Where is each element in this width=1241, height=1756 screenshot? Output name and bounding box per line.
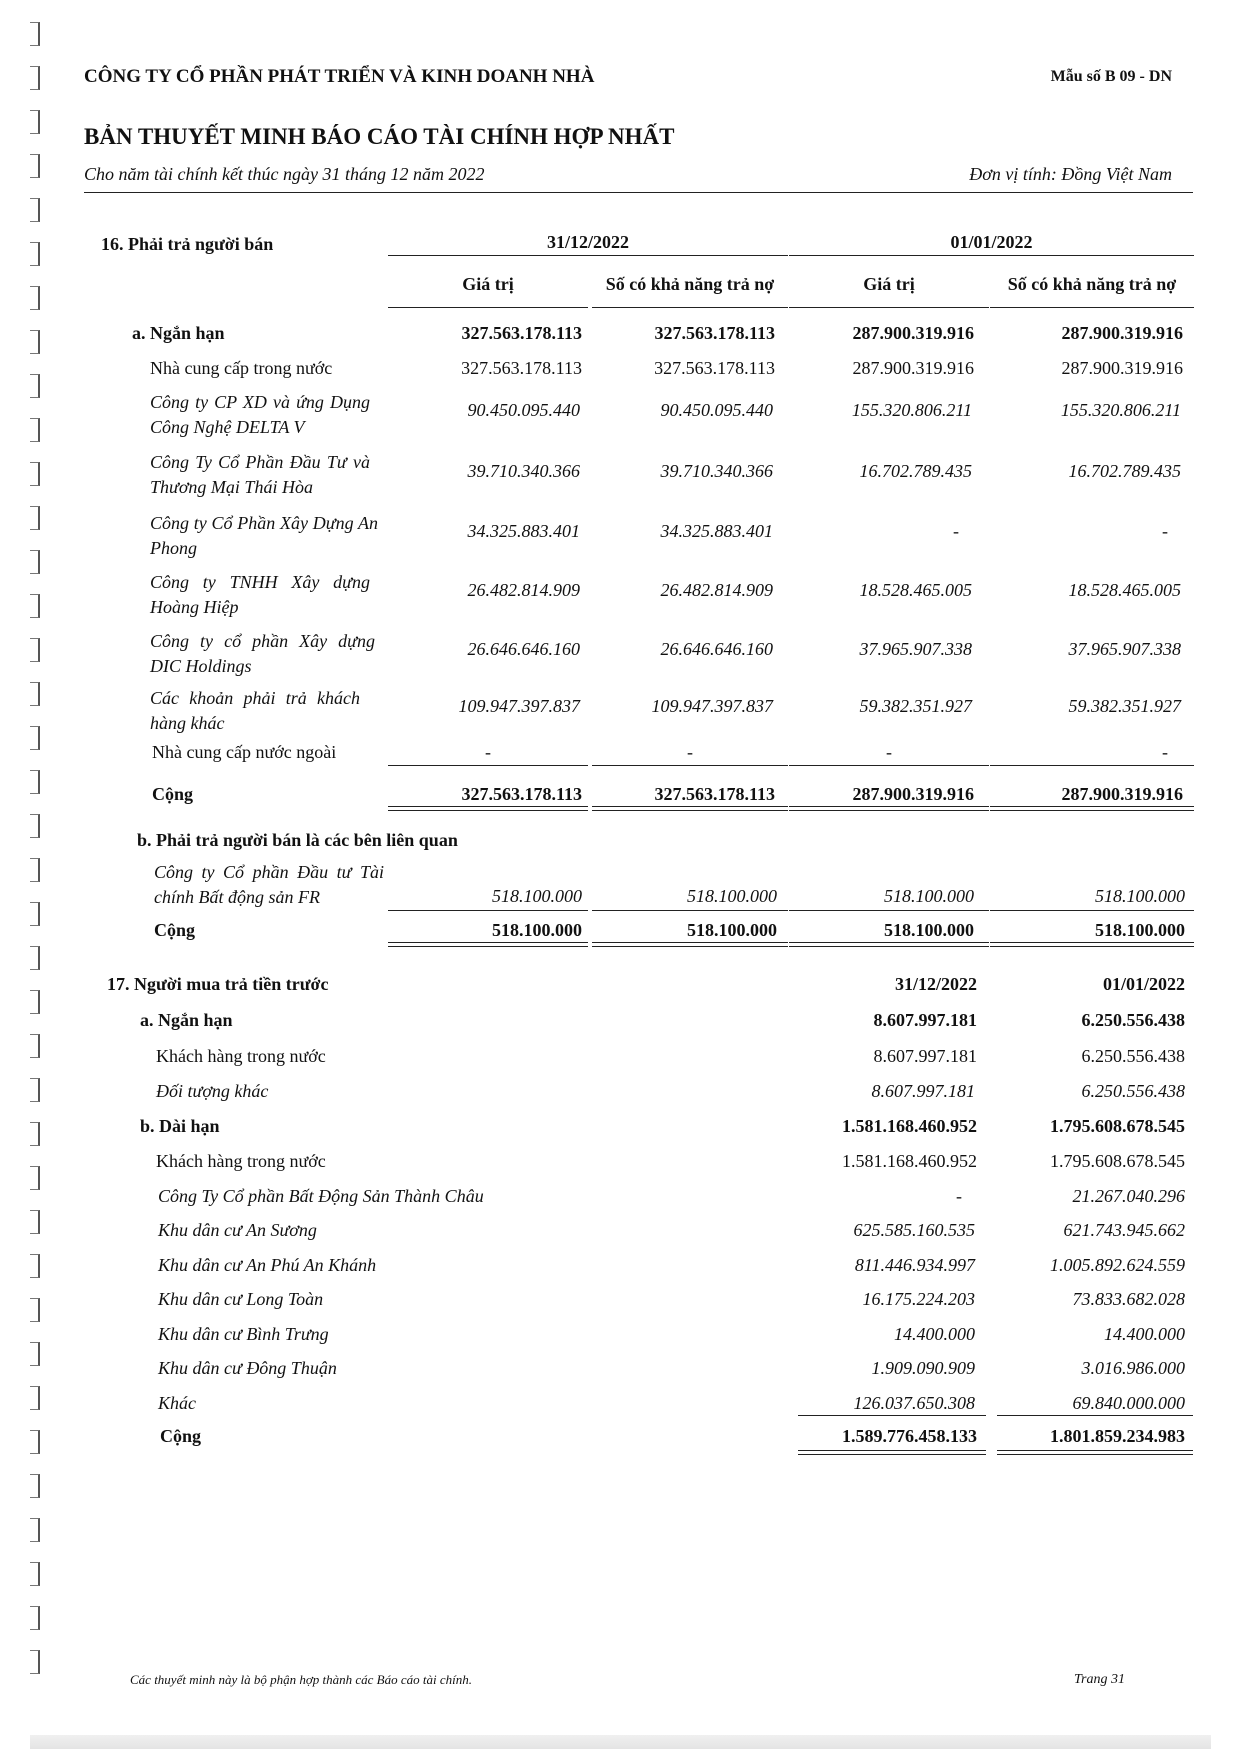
cell-value: 811.446.934.997 xyxy=(854,1255,975,1275)
cell-value: - xyxy=(956,1186,962,1206)
cell-value: - xyxy=(953,521,959,541)
row-label: Công ty cổ phần Xây dựng DIC Holdings xyxy=(150,631,375,676)
cell-value: 287.900.319.916 xyxy=(1061,358,1183,378)
cell-value: 518.100.000 xyxy=(687,886,777,906)
cell-value: 26.646.646.160 xyxy=(660,639,773,659)
row-label: Công ty CP XD và ứng Dụng Công Nghệ DELTA V xyxy=(150,392,370,437)
cell-value: 73.833.682.028 xyxy=(1072,1289,1185,1309)
row-label: Khu dân cư Bình Trưng xyxy=(158,1324,329,1344)
cell-value: 16.702.789.435 xyxy=(859,461,972,481)
cell-value: 34.325.883.401 xyxy=(467,521,580,541)
row-label: a. Ngắn hạn xyxy=(140,1010,233,1030)
cell-value: 26.482.814.909 xyxy=(660,580,773,600)
cell-value: - xyxy=(687,742,693,762)
cell-value: 6.250.556.438 xyxy=(1081,1046,1185,1066)
row-label: Khu dân cư Đông Thuận xyxy=(158,1358,337,1378)
cell-value: 287.900.319.916 xyxy=(1061,784,1183,804)
row-label: Khu dân cư Long Toàn xyxy=(158,1289,324,1309)
row-label: a. Ngắn hạn xyxy=(132,323,225,343)
company-name: CÔNG TY CỔ PHẦN PHÁT TRIỂN VÀ KINH DOANH NHÀ xyxy=(84,66,595,87)
cell-value: 1.005.892.624.559 xyxy=(1050,1255,1185,1275)
cell-value: 34.325.883.401 xyxy=(660,521,773,541)
cell-value: - xyxy=(886,742,892,762)
row-label: Khách hàng trong nước xyxy=(156,1151,326,1171)
row-label: Nhà cung cấp trong nước xyxy=(150,358,333,378)
cell-value: 21.267.040.296 xyxy=(1072,1186,1185,1206)
row-label: Khu dân cư An Sương xyxy=(158,1220,317,1240)
row-label: Đối tượng khác xyxy=(156,1081,269,1101)
cell-value: 327.563.178.113 xyxy=(461,323,582,343)
cell-value: 518.100.000 xyxy=(1095,920,1185,940)
cell-value: 518.100.000 xyxy=(884,886,974,906)
cell-value: 37.965.907.338 xyxy=(859,639,972,659)
row-label: Cộng xyxy=(152,784,194,804)
cell-value: 16.175.224.203 xyxy=(862,1289,975,1309)
cell-value: 39.710.340.366 xyxy=(467,461,580,481)
cell-value: 155.320.806.211 xyxy=(851,400,972,420)
binder-holes xyxy=(30,0,44,1700)
cell-value: 1.795.608.678.545 xyxy=(1050,1116,1185,1136)
row-label: Công ty Cổ phần Đầu tư Tài chính Bất động sản FR xyxy=(154,862,384,907)
cell-value: 6.250.556.438 xyxy=(1081,1010,1185,1030)
col-header-value: Giá trị xyxy=(863,274,915,294)
page-number: Trang 31 xyxy=(1074,1672,1125,1687)
cell-value: 287.900.319.916 xyxy=(852,323,974,343)
cell-value: 3.016.986.000 xyxy=(1081,1358,1185,1378)
cell-value: 90.450.095.440 xyxy=(660,400,773,420)
reporting-period: Cho năm tài chính kết thúc ngày 31 tháng 12 năm 2022 xyxy=(84,164,485,184)
cell-value: 518.100.000 xyxy=(1095,886,1185,906)
cell-value: 14.400.000 xyxy=(1104,1324,1185,1344)
cell-value: 327.563.178.113 xyxy=(654,323,775,343)
currency-unit: Đơn vị tính: Đồng Việt Nam xyxy=(969,164,1172,184)
col-header-payable: Số có khả năng trả nợ xyxy=(605,274,775,294)
cell-value: 1.795.608.678.545 xyxy=(1050,1151,1185,1171)
cell-value: 6.250.556.438 xyxy=(1081,1081,1185,1101)
cell-value: 26.646.646.160 xyxy=(467,639,580,659)
row-label: Khách hàng trong nước xyxy=(156,1046,326,1066)
note-16-period-end: 31/12/2022 xyxy=(546,232,629,252)
cell-value: - xyxy=(485,742,491,762)
note-16-period-start: 01/01/2022 xyxy=(950,232,1033,252)
cell-value: 8.607.997.181 xyxy=(873,1046,977,1066)
note-17-period-start: 01/01/2022 xyxy=(1102,974,1185,994)
cell-value: 155.320.806.211 xyxy=(1060,400,1181,420)
note-16-title: 16. Phải trả người bán xyxy=(101,234,274,254)
cell-value: 1.581.168.460.952 xyxy=(842,1151,977,1171)
cell-value: 625.585.160.535 xyxy=(853,1220,975,1240)
cell-value: 59.382.351.927 xyxy=(1068,696,1181,716)
document-title: BẢN THUYẾT MINH BÁO CÁO TÀI CHÍNH HỢP NHẤT xyxy=(84,124,675,149)
cell-value: 1.801.859.234.983 xyxy=(1050,1426,1185,1446)
row-label: Nhà cung cấp nước ngoài xyxy=(152,742,337,762)
cell-value: 518.100.000 xyxy=(687,920,777,940)
cell-value: 16.702.789.435 xyxy=(1068,461,1181,481)
cell-value: 126.037.650.308 xyxy=(853,1393,975,1413)
cell-value: 287.900.319.916 xyxy=(852,358,974,378)
row-label: b. Dài hạn xyxy=(140,1116,220,1136)
cell-value: 59.382.351.927 xyxy=(859,696,972,716)
cell-value: 109.947.397.837 xyxy=(458,696,580,716)
cell-value: 69.840.000.000 xyxy=(1072,1393,1185,1413)
cell-value: 1.589.776.458.133 xyxy=(842,1426,977,1446)
cell-value: 1.909.090.909 xyxy=(871,1358,975,1378)
row-label: Công ty TNHH Xây dựng Hoàng Hiệp xyxy=(150,572,370,617)
form-number: Mẫu số B 09 - DN xyxy=(1050,68,1172,85)
cell-value: 287.900.319.916 xyxy=(852,784,974,804)
note-17-title: 17. Người mua trả tiền trước xyxy=(107,974,329,994)
cell-value: 109.947.397.837 xyxy=(651,696,773,716)
cell-value: 1.581.168.460.952 xyxy=(842,1116,977,1136)
cell-value: 518.100.000 xyxy=(884,920,974,940)
row-label: Cộng xyxy=(160,1426,202,1446)
cell-value: - xyxy=(1162,742,1168,762)
cell-value: 287.900.319.916 xyxy=(1061,323,1183,343)
cell-value: 327.563.178.113 xyxy=(654,358,775,378)
row-label: Công Ty Cổ phần Bất Động Sản Thành Châu xyxy=(158,1186,484,1206)
cell-value: 518.100.000 xyxy=(492,920,582,940)
row-label: Các khoản phải trả khách hàng khác xyxy=(150,688,360,733)
row-label: Cộng xyxy=(154,920,196,940)
row-label: Công Ty Cổ Phần Đầu Tư và Thương Mại Thái Hòa xyxy=(150,452,370,497)
cell-value: 37.965.907.338 xyxy=(1068,639,1181,659)
row-label: Công ty Cổ Phần Xây Dựng An Phong xyxy=(150,513,378,558)
cell-value: 90.450.095.440 xyxy=(467,400,580,420)
col-header-value: Giá trị xyxy=(462,274,514,294)
page-edge xyxy=(30,1735,1211,1749)
header-rule xyxy=(84,192,1193,193)
cell-value: - xyxy=(1162,521,1168,541)
cell-value: 18.528.465.005 xyxy=(1068,580,1181,600)
cell-value: 8.607.997.181 xyxy=(871,1081,975,1101)
row-label: Khác xyxy=(158,1393,196,1413)
cell-value: 327.563.178.113 xyxy=(654,784,775,804)
footer-note: Các thuyết minh này là bộ phận hợp thành các Báo cáo tài chính. xyxy=(130,1672,472,1687)
row-label: b. Phải trả người bán là các bên liên quan xyxy=(137,830,458,850)
cell-value: 18.528.465.005 xyxy=(859,580,972,600)
cell-value: 14.400.000 xyxy=(894,1324,975,1344)
cell-value: 327.563.178.113 xyxy=(461,358,582,378)
cell-value: 327.563.178.113 xyxy=(461,784,582,804)
note-17-period-end: 31/12/2022 xyxy=(894,974,977,994)
cell-value: 518.100.000 xyxy=(492,886,582,906)
col-header-payable: Số có khả năng trả nợ xyxy=(1007,274,1177,294)
row-label: Khu dân cư An Phú An Khánh xyxy=(158,1255,377,1275)
cell-value: 26.482.814.909 xyxy=(467,580,580,600)
cell-value: 621.743.945.662 xyxy=(1063,1220,1185,1240)
cell-value: 39.710.340.366 xyxy=(660,461,773,481)
cell-value: 8.607.997.181 xyxy=(873,1010,977,1030)
